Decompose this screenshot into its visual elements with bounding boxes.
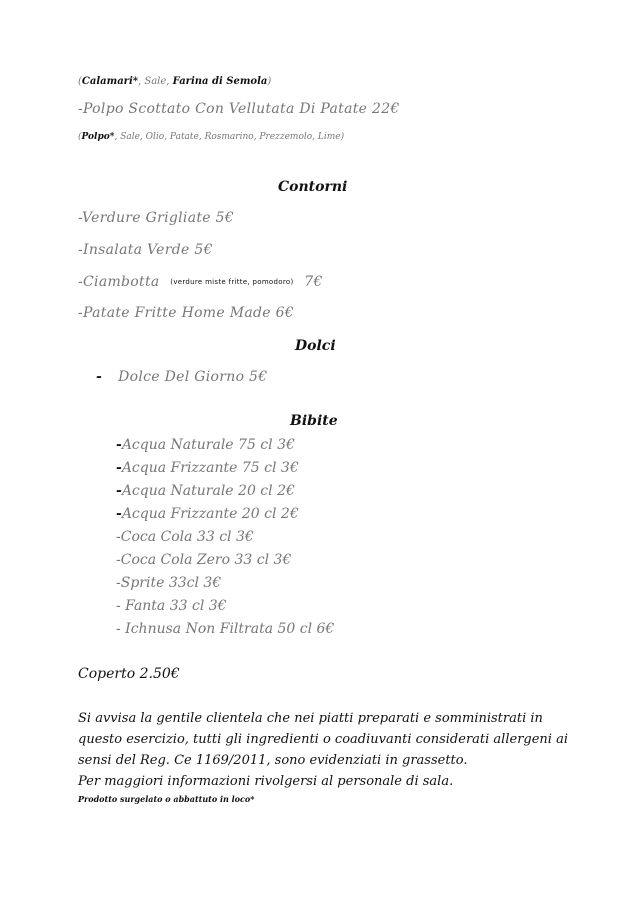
dolci-dash: - xyxy=(96,369,103,385)
bibite-item xyxy=(116,621,334,637)
dish-polpo: -Polpo Scottato Con Vellutata Di Patate 22€ xyxy=(78,101,400,117)
bibite-dash: - xyxy=(116,483,122,499)
allergen-notice-line: Si avvisa la gentile clientela che nei piatti preparati e somministrati in xyxy=(78,711,543,726)
ciambotta-price: 7€ xyxy=(304,274,323,290)
ingredients-close-paren: ) xyxy=(267,76,272,87)
bibite-item xyxy=(116,460,299,476)
bibite-item xyxy=(116,598,227,614)
bibite-label: - Ichnusa Non Filtrata 50 cl 6€ xyxy=(116,621,335,637)
ingredient-separator: , xyxy=(137,76,145,87)
bibite-dash: - xyxy=(116,437,122,453)
ingredient-farina: Farina di Semola xyxy=(172,76,268,87)
ingredient-separator: , xyxy=(166,76,173,87)
contorni-item: -Insalata Verde 5€ xyxy=(78,242,213,258)
ingredient-calamari: Calamari* xyxy=(81,76,138,87)
bibite-dash: - xyxy=(116,460,122,476)
bibite-label: Acqua Frizzante 20 cl 2€ xyxy=(121,506,299,522)
ingredient-polpo: Polpo* xyxy=(81,132,115,142)
coperto-price: Coperto 2.50€ xyxy=(78,666,180,682)
contorni-item: -Patate Fritte Home Made 6€ xyxy=(78,305,295,321)
bibite-dash: - xyxy=(116,506,122,522)
bibite-item xyxy=(116,506,299,522)
dolci-item xyxy=(96,369,267,385)
section-heading-dolci: Dolci xyxy=(295,338,336,354)
ingredient-list: , Sale, Olio, Patate, Rosmarino, Prezzemolo, Lime xyxy=(114,132,341,142)
bibite-label: Acqua Naturale 20 cl 2€ xyxy=(121,483,295,499)
ingredient-sale: Sale xyxy=(144,76,167,87)
dolci-item-label: Dolce Del Giorno 5€ xyxy=(118,369,268,385)
allergen-notice-line: questo esercizio, tutti gli ingredienti o coadiuvanti considerati allergeni ai xyxy=(78,732,568,747)
bibite-label: Acqua Naturale 75 cl 3€ xyxy=(121,437,295,453)
bibite-label: -Coca Cola Zero 33 cl 3€ xyxy=(116,552,292,568)
bibite-label: -Coca Cola 33 cl 3€ xyxy=(116,529,254,545)
bibite-item xyxy=(116,552,291,568)
bibite-label: Acqua Frizzante 75 cl 3€ xyxy=(121,460,299,476)
ingredients-close-paren: ) xyxy=(340,132,345,142)
section-heading-bibite: Bibite xyxy=(290,413,338,429)
section-heading-contorni: Contorni xyxy=(278,179,348,195)
calamari-ingredients xyxy=(78,76,271,87)
allergen-notice-line: Per maggiori informazioni rivolgersi al personale di sala. xyxy=(78,774,454,789)
polpo-ingredients xyxy=(78,132,344,142)
ingredients-open-paren: ( xyxy=(78,76,82,87)
bibite-item xyxy=(116,575,221,591)
ciambotta-note: (verdure miste fritte, pomodoro) xyxy=(170,278,294,286)
bibite-item xyxy=(116,483,295,499)
frozen-product-footnote: Prodotto surgelato o abbattuto in loco* xyxy=(78,794,255,804)
allergen-notice-line: sensi del Reg. Ce 1169/2011, sono evidenziati in grassetto. xyxy=(78,753,468,768)
ciambotta-label: -Ciambotta xyxy=(78,274,160,290)
bibite-label: -Sprite 33cl 3€ xyxy=(116,575,222,591)
bibite-item xyxy=(116,437,295,453)
contorni-item-ciambotta xyxy=(78,274,323,290)
bibite-label: - Fanta 33 cl 3€ xyxy=(116,598,227,614)
contorni-item: -Verdure Grigliate 5€ xyxy=(78,210,235,226)
ingredients-open-paren: ( xyxy=(78,132,82,142)
bibite-item xyxy=(116,529,254,545)
